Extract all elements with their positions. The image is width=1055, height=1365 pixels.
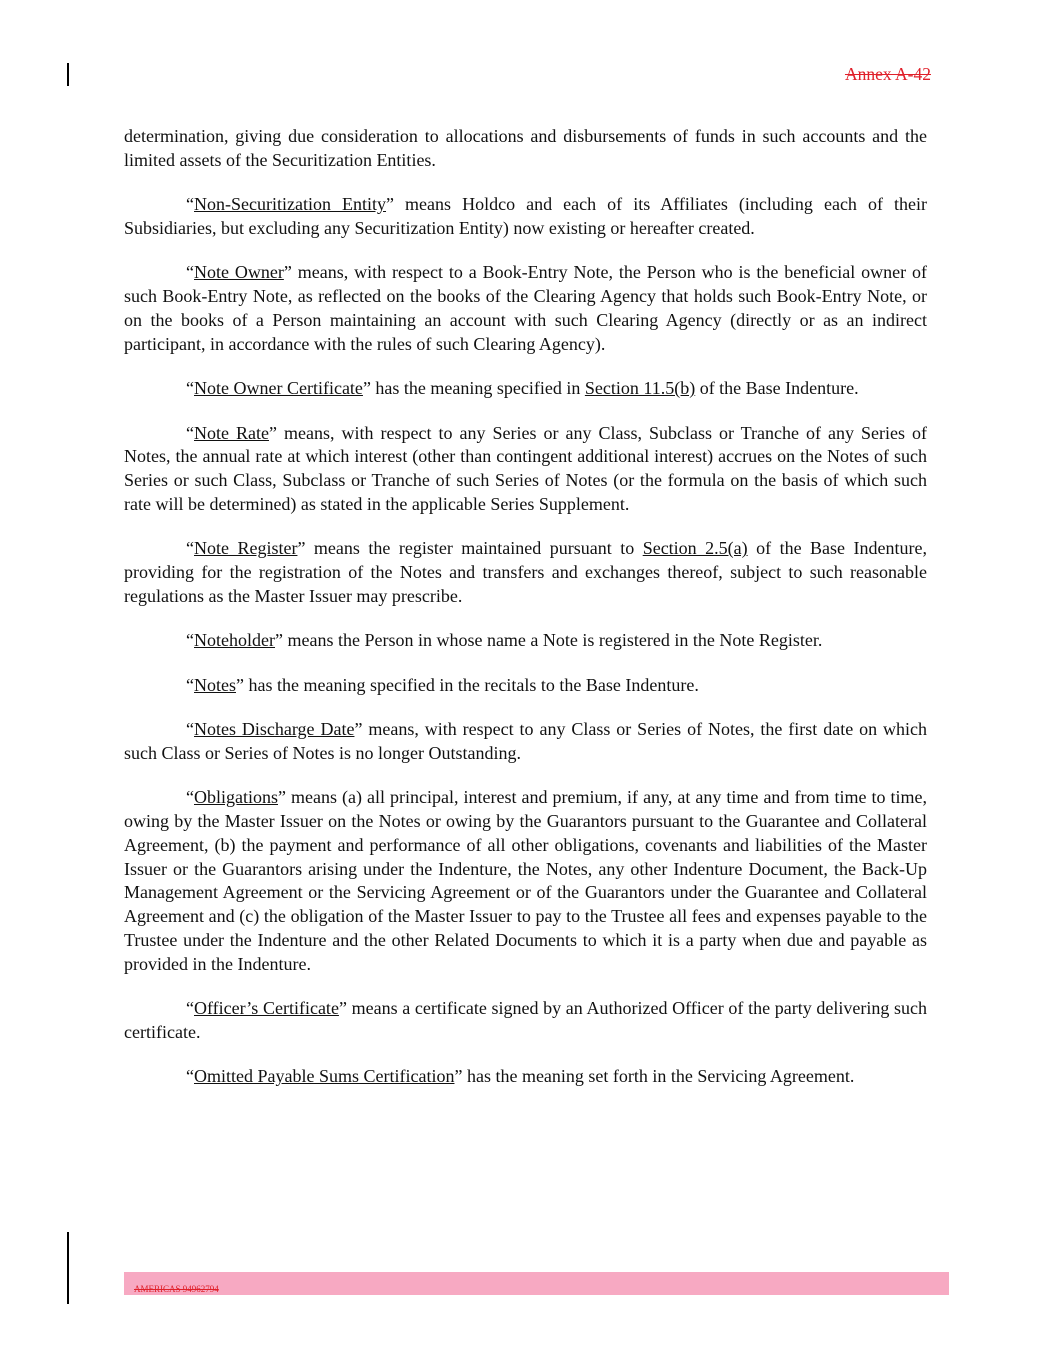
- paragraph-continuation: determination, giving due consideration to allocations and disbursements of funds in such accounts and the limited assets of the Securitization Entities.: [124, 126, 927, 170]
- defined-term: Omitted Payable Sums Certification: [194, 1066, 455, 1087]
- definition-notes-discharge-date: “Notes Discharge Date” means, with respect to any Class or Series of Notes, the first date on which such Class or Series of Notes is no longer Outstanding.: [124, 719, 927, 763]
- definition-omitted-payable-sums-certification: “Omitted Payable Sums Certification” has the meaning set forth in the Servicing Agreement.: [186, 1066, 855, 1087]
- page-reference: Annex A-42: [844, 64, 931, 84]
- section-reference: Section 2.5(a): [642, 538, 748, 559]
- definition-note-rate: “Note Rate” means, with respect to any Series or any Class, Subclass or Tranche of any Series of Notes, the annual rate at which interest (other than contingent additional interest) accrues on the Notes of such Series or such Class, Subclass or Tranche of such Series of Notes (or the formula on the basis of which such rate will be determined) as stated in the applicable Series Supplement.: [124, 422, 927, 514]
- defined-term: Notes Discharge Date: [194, 719, 355, 740]
- definition-noteholder: “Noteholder” means the Person in whose name a Note is registered in the Note Register.: [186, 630, 823, 651]
- document-id: AMERICAS 94962794: [134, 1284, 219, 1294]
- definition-note-owner-certificate: “Note Owner Certificate” has the meaning specified in Section 11.5(b) of the Base Indenture.: [186, 378, 859, 399]
- defined-term: Note Owner: [194, 262, 284, 283]
- defined-term: Note Rate: [194, 422, 269, 443]
- defined-term: Non-Securitization Entity: [194, 194, 387, 215]
- definition-notes: “Notes” has the meaning specified in the recitals to the Base Indenture.: [186, 674, 699, 695]
- definition-note-register: “Note Register” means the register maintained pursuant to Section 2.5(a) of the Base Indenture, providing for the registration of the Notes and transfers and exchanges thereof, subject to such reasonable regulations as the Master Issuer may prescribe.: [124, 538, 927, 606]
- change-bar-top: [67, 63, 69, 86]
- change-bar-bottom: [67, 1232, 69, 1304]
- defined-term: Notes: [194, 674, 236, 695]
- definition-note-owner: “Note Owner” means, with respect to a Book-Entry Note, the Person who is the beneficial owner of such Book-Entry Note, as reflected on the books of the Clearing Agency that holds such Book-Entry Note, or on the books of a Person maintaining an account with such Clearing Agency (directly or as an indirect participant, in accordance with the rules of such Clearing Agency).: [124, 262, 927, 354]
- definition-officers-certificate: “Officer’s Certificate” means a certificate signed by an Authorized Officer of the party delivering such certificate.: [124, 998, 927, 1043]
- document-body: [124, 125, 927, 1110]
- definition-obligations: “Obligations” means (a) all principal, interest and premium, if any, at any time and from time to time, owing by the Master Issuer on the Notes or owing by the Guarantors pursuant to the Guarantee and Collateral Agreement, (b) the payment and performance of all other obligations, covenants and liabilities of the Master Issuer or the Guarantors arising under the Indenture, the Notes, any other Indenture Document, the Back-Up Management Agreement or the Servicing Agreement or of the Guarantors under the Guarantee and Collateral Agreement and (c) the obligation of the Master Issuer to pay to the Trustee all fees and expenses payable to the Trustee under the Indenture and the other Related Documents to which it is a party when due and payable as provided in the Indenture.: [124, 787, 927, 974]
- defined-term: Noteholder: [194, 630, 275, 651]
- defined-term: Note Register: [194, 538, 298, 559]
- footer-band: [124, 1272, 949, 1295]
- definition-non-securitization-entity: “Non-Securitization Entity” means Holdco and each of its Affiliates (including each of their Subsidiaries, but excluding any Securitization Entity) now existing or hereafter created.: [124, 194, 927, 238]
- defined-term: Officer’s Certificate: [194, 998, 339, 1019]
- defined-term: Note Owner Certificate: [194, 378, 363, 399]
- section-reference: Section 11.5(b): [584, 378, 696, 399]
- defined-term: Obligations: [194, 787, 278, 808]
